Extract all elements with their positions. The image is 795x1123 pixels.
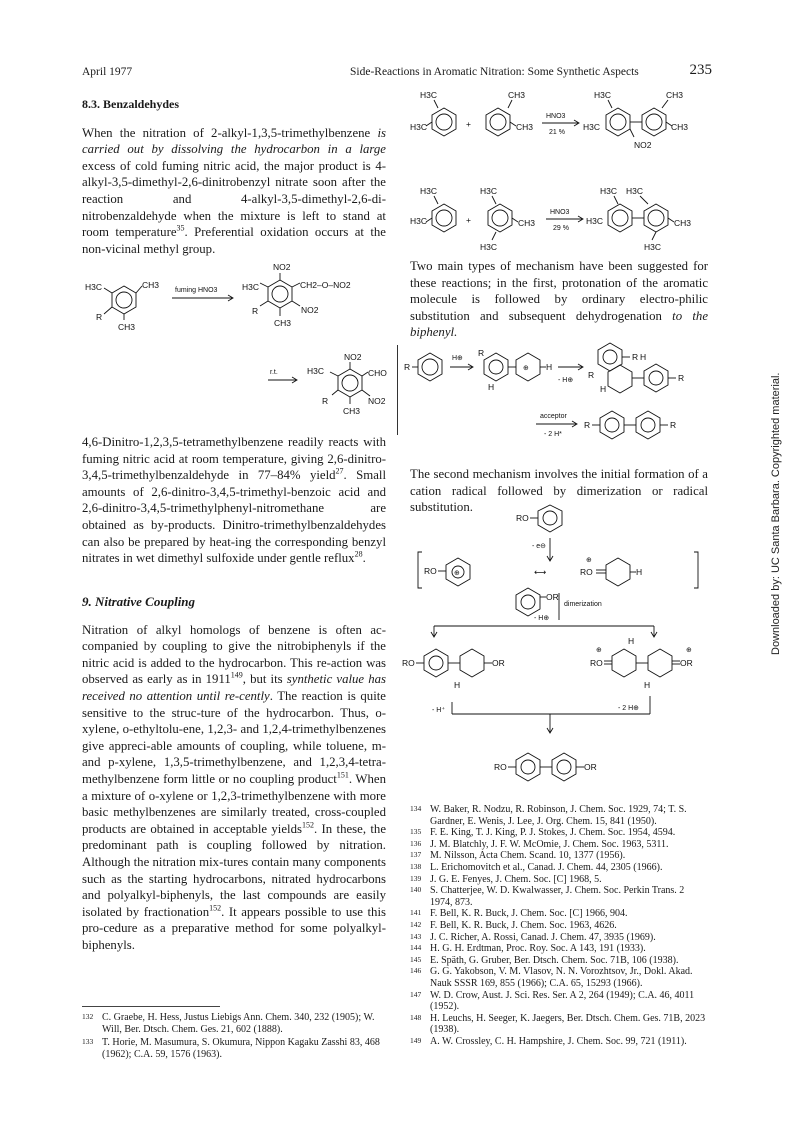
svg-text:CH2–O–NO2: CH2–O–NO2 (300, 280, 351, 290)
svg-text:H3C: H3C (626, 186, 644, 196)
svg-text:H3C: H3C (242, 282, 260, 292)
svg-text:RO: RO (402, 658, 415, 668)
scheme-coupling-21 (408, 90, 708, 260)
footnote: 145 E. Späth, G. Gruber, Ber. Dtsch. Chem. Soc. 71B, 106 (1938). (410, 954, 679, 966)
svg-text:⟷: ⟷ (534, 567, 547, 577)
svg-text:+: + (466, 215, 471, 225)
svg-text:OR: OR (584, 762, 597, 772)
svg-text:21 %: 21 % (549, 129, 565, 136)
column-divider (397, 345, 398, 435)
svg-text:r.t.: r.t. (270, 369, 278, 376)
svg-text:H⊕: H⊕ (452, 355, 463, 362)
svg-text:RO: RO (580, 567, 593, 577)
svg-text:NO2: NO2 (344, 352, 362, 362)
svg-text:⊕: ⊕ (596, 647, 602, 654)
section-8-3-title: 8.3. Benzaldehydes (82, 97, 180, 111)
svg-text:- e⊖: - e⊖ (532, 543, 547, 550)
svg-text:H3C: H3C (420, 186, 438, 196)
svg-text:- H⊕: - H⊕ (558, 377, 574, 384)
svg-text:CH3: CH3 (666, 90, 684, 100)
running-header (82, 64, 712, 82)
footnote: 142 F. Bell, K. R. Buck, J. Chem. Soc. 1963, 4626. (410, 919, 617, 931)
svg-text:R: R (588, 370, 595, 380)
footnote: 149 A. W. Crossley, C. H. Hampshire, J. Chem. Soc. 99, 721 (1911). (410, 1035, 687, 1047)
svg-text:RO: RO (516, 513, 529, 523)
svg-text:⊕: ⊕ (686, 647, 692, 654)
svg-text:CH3: CH3 (118, 322, 136, 332)
svg-text:29 %: 29 % (553, 225, 569, 232)
svg-text:NO2: NO2 (273, 262, 291, 272)
footnote: 140 S. Chatterjee, W. D. Kwalwasser, J. Chem. Soc. Perkin Trans. 2 1974, 873. (410, 885, 685, 908)
svg-text:R: R (252, 306, 259, 316)
svg-text:H: H (628, 636, 635, 646)
svg-text:- H⁺: - H⁺ (432, 707, 446, 714)
svg-text:RO: RO (424, 566, 437, 576)
svg-text:H3C: H3C (594, 90, 612, 100)
svg-text:CH3: CH3 (671, 122, 689, 132)
svg-text:H3C: H3C (85, 282, 103, 292)
paragraph-mechanism-1: Two main types of mechanism have been suggested for these reactions; in the first, protonation of the aromatic molecule is followed by ordinary electro-philic substitution and subsequent dehydrogenation to the biphenyl. (410, 259, 708, 340)
svg-text:R: R (478, 348, 485, 358)
footnote: 148 H. Leuchs, H. Seeger, K. Jaegers, Ber. Dtsch. Chem. Ges. 71B, 2023 (1938). (410, 1012, 706, 1036)
svg-text:R: R (678, 373, 685, 383)
svg-text:H3C: H3C (586, 216, 604, 226)
svg-text:dimerization: dimerization (564, 601, 602, 608)
svg-text:⊕: ⊕ (454, 570, 460, 577)
svg-text:+: + (466, 119, 471, 129)
paragraph-mechanism-2: The second mechanism involves the initial formation of a cation radical followed by dimerization or radical substitution. (410, 467, 708, 515)
header-date: April 1977 (82, 66, 133, 78)
section-8-3 (82, 96, 386, 257)
footnote: 132 C. Graebe, H. Hess, Justus Liebigs Ann. Chem. 340, 232 (1905); W. Will, Ber. Dtsch. Chem. Ges. 21, 602 (1888). (82, 1012, 375, 1035)
page-number: 235 (689, 62, 712, 78)
paragraph-benzaldehydes-1: When the nitration of 2-alkyl-1,3,5-trimethylbenzene is carried out by dissolving the hydrocarbon in a large excess of cold fuming nitric acid, the major product is 4-alkyl-3,5-dimethyl-2,6-dinitrobenzyl nitrate soon after the reaction and 4-alkyl-3,5-dimethyl-2,6-di-nitrobenzaldehyde when the mixture is left to stand at room temperature$^{35}$. Preferential oxidation occurs at the non-vicinal methyl group. (82, 125, 386, 256)
section-9 (82, 594, 386, 953)
svg-text:H: H (636, 567, 643, 577)
svg-text:R: R (670, 420, 677, 430)
svg-text:R: R (632, 352, 639, 362)
svg-text:NO2: NO2 (634, 140, 652, 150)
svg-text:NO2: NO2 (301, 305, 319, 315)
svg-text:acceptor: acceptor (540, 413, 567, 420)
svg-text:⊕: ⊕ (586, 557, 592, 564)
footnotes-right (410, 804, 708, 1047)
svg-text:H3C: H3C (480, 186, 498, 196)
svg-text:H: H (644, 680, 651, 690)
svg-text:H3C: H3C (307, 366, 325, 376)
svg-text:NO2: NO2 (368, 396, 386, 406)
svg-text:H: H (640, 352, 647, 362)
svg-text:- 2 H⊕: - 2 H⊕ (618, 705, 640, 712)
scheme-protonation-mechanism (404, 340, 710, 450)
svg-text:H3C: H3C (410, 122, 428, 132)
svg-text:CHO: CHO (368, 368, 387, 378)
svg-text:H3C: H3C (600, 186, 618, 196)
svg-text:CH3: CH3 (674, 218, 692, 228)
footnote: 137 M. Nilsson, Acta Chem. Scand. 10, 1377 (1956). (410, 850, 626, 862)
svg-text:CH3: CH3 (508, 90, 526, 100)
footnote: 139 J. G. E. Fenyes, J. Chem. Soc. [C] 1968, 5. (410, 873, 602, 885)
section-9-title: 9. Nitrative Coupling (82, 594, 196, 609)
footnote: 143 J. C. Richer, A. Rossi, Canad. J. Chem. 47, 3935 (1969). (410, 931, 656, 943)
svg-text:CH3: CH3 (518, 218, 536, 228)
svg-text:H3C: H3C (410, 216, 428, 226)
svg-text:H: H (546, 362, 553, 372)
svg-text:HNO3: HNO3 (546, 113, 566, 120)
download-watermark: Downloaded by: UC Santa Barbara. Copyrighted material. (770, 372, 782, 655)
svg-text:R: R (322, 396, 329, 406)
footnote: 138 L. Erichomovitch et al., Canad. J. Chem. 44, 2305 (1966). (410, 861, 663, 873)
svg-text:R: R (404, 362, 411, 372)
svg-text:H3C: H3C (420, 90, 438, 100)
footnote: 141 F. Bell, K. R. Buck, J. Chem. Soc. [C] 1966, 904. (410, 908, 628, 920)
footnote-rule (82, 1006, 220, 1007)
svg-text:H3C: H3C (480, 242, 498, 252)
svg-text:HNO3: HNO3 (550, 209, 570, 216)
footnote: 134 W. Baker, R. Nodzu, R. Robinson, J. Chem. Soc. 1929, 74; T. S. Gardner, E. Wenis, J. Lee, J. Org. Chem. 15, 841 (1950). (410, 804, 687, 827)
scheme-benzyl-nitrate (82, 258, 392, 418)
footnote: 147 W. D. Crow, Aust. J. Sci. Res. Ser. A 2, 264 (1949); C.A. 46, 4011 (1952). (410, 989, 695, 1013)
svg-text:- H⊕: - H⊕ (534, 615, 550, 622)
footnote: 146 G. G. Yakobson, V. M. Vlasov, N. N. Vorozhtsov, Jr., Dokl. Akad. Nauk SSSR 169, 855 (1966); C.A. 65, 15293 (1966). (410, 966, 693, 989)
svg-text:CH3: CH3 (516, 122, 534, 132)
paragraph-coupling: Nitration of alkyl homologs of benzene is often ac-companied by coupling to give the nitrobiphenyls if the nitric acid is added to the hydrocarbon. This re-action was observed as early as in 1911$^{149}$, but its synthetic value has received no attention until re-cently. The reaction is quite sensitive to the struc-ture of the hydrocarbon. Thus, o-xylene, o-ethyltolu-ene, 1,2,3- and 1,2,4-trimethylbenzenes give appreci-able amounts of coupling, while toluene, m- and p-xylene, 1,3,5-trimethylbenzene, and 1,2,3,4-tetra-methylbenzene form little or no coupling product$^{151}$. When a mixture of o-xylene or 1,2,3-trimethylbenzene with more basic methylbenzenes are similarly treated, cross-coupled products are obtained in acceptable yields$^{152}$. In these, the predominant path is coupling followed by nitration. Although the nitration mix-tures contain many components such as the starting hydrocarbons, nitrated hydrocarbons and polyalkyl-biphenyls, the last compounds are easily isolated by fractionation$^{152}$. It appears possible to use this pro-cedure as a preparative method for some polyalkyl-biphenyls. (82, 622, 386, 952)
header-title: Side-Reactions in Aromatic Nitration: Some Synthetic Aspects (350, 66, 639, 78)
svg-text:OR: OR (492, 658, 505, 668)
footnotes-left (82, 1012, 386, 1060)
svg-text:OR: OR (546, 592, 559, 602)
scheme-cation-radical-mechanism (404, 508, 710, 790)
svg-text:CH3: CH3 (142, 280, 160, 290)
svg-text:RO: RO (590, 658, 603, 668)
footnote: 135 F. E. King, T. J. King, P. J. Stokes, J. Chem. Soc. 1954, 4594. (410, 827, 676, 839)
svg-text:⊕: ⊕ (523, 365, 529, 372)
svg-text:RO: RO (494, 762, 507, 772)
svg-text:CH3: CH3 (274, 318, 292, 328)
svg-text:H: H (600, 384, 607, 394)
svg-text:R: R (584, 420, 591, 430)
svg-text:H3C: H3C (583, 122, 601, 132)
svg-text:- 2 H*: - 2 H* (544, 431, 562, 438)
paragraph-benzaldehydes-2: 4,6-Dinitro-1,2,3,5-tetramethylbenzene readily reacts with fuming nitric acid at room temperature, giving 2,6-dinitro-3,4,5-trimethylbenzaldehyde in 77–84% yield$^{27}$. Small amounts of 2,6-dinitro-3,4,5-trimethyl-benzoic acid and 2,6-dinitro-3,4,5-trimethylphenyl-nitromethane are obtained as by-products. Dinitro-trimethylbenzaldehydes can also be prepared by heat-ing the corresponding benzyl nitrates in wet dimethyl sulfoxide under gentle reflux$^{28}$. (82, 435, 386, 566)
svg-text:fuming HNO3: fuming HNO3 (175, 287, 218, 294)
footnote: 136 J. M. Blatchly, J. F. W. McOmie, J. Chem. Soc. 1963, 5311. (410, 838, 669, 850)
svg-text:H: H (454, 680, 461, 690)
svg-text:H: H (488, 382, 495, 392)
svg-text:R: R (96, 312, 103, 322)
footnote: 133 T. Horie, M. Masumura, S. Okumura, Nippon Kagaku Zasshi 83, 468 (1962); C.A. 59, 1576 (1963). (82, 1037, 380, 1060)
svg-text:H3C: H3C (644, 242, 662, 252)
svg-text:CH3: CH3 (343, 406, 361, 416)
svg-text:OR: OR (680, 658, 693, 668)
footnote: 144 H. G. H. Erdtman, Proc. Roy. Soc. A 143, 191 (1933). (410, 943, 646, 955)
